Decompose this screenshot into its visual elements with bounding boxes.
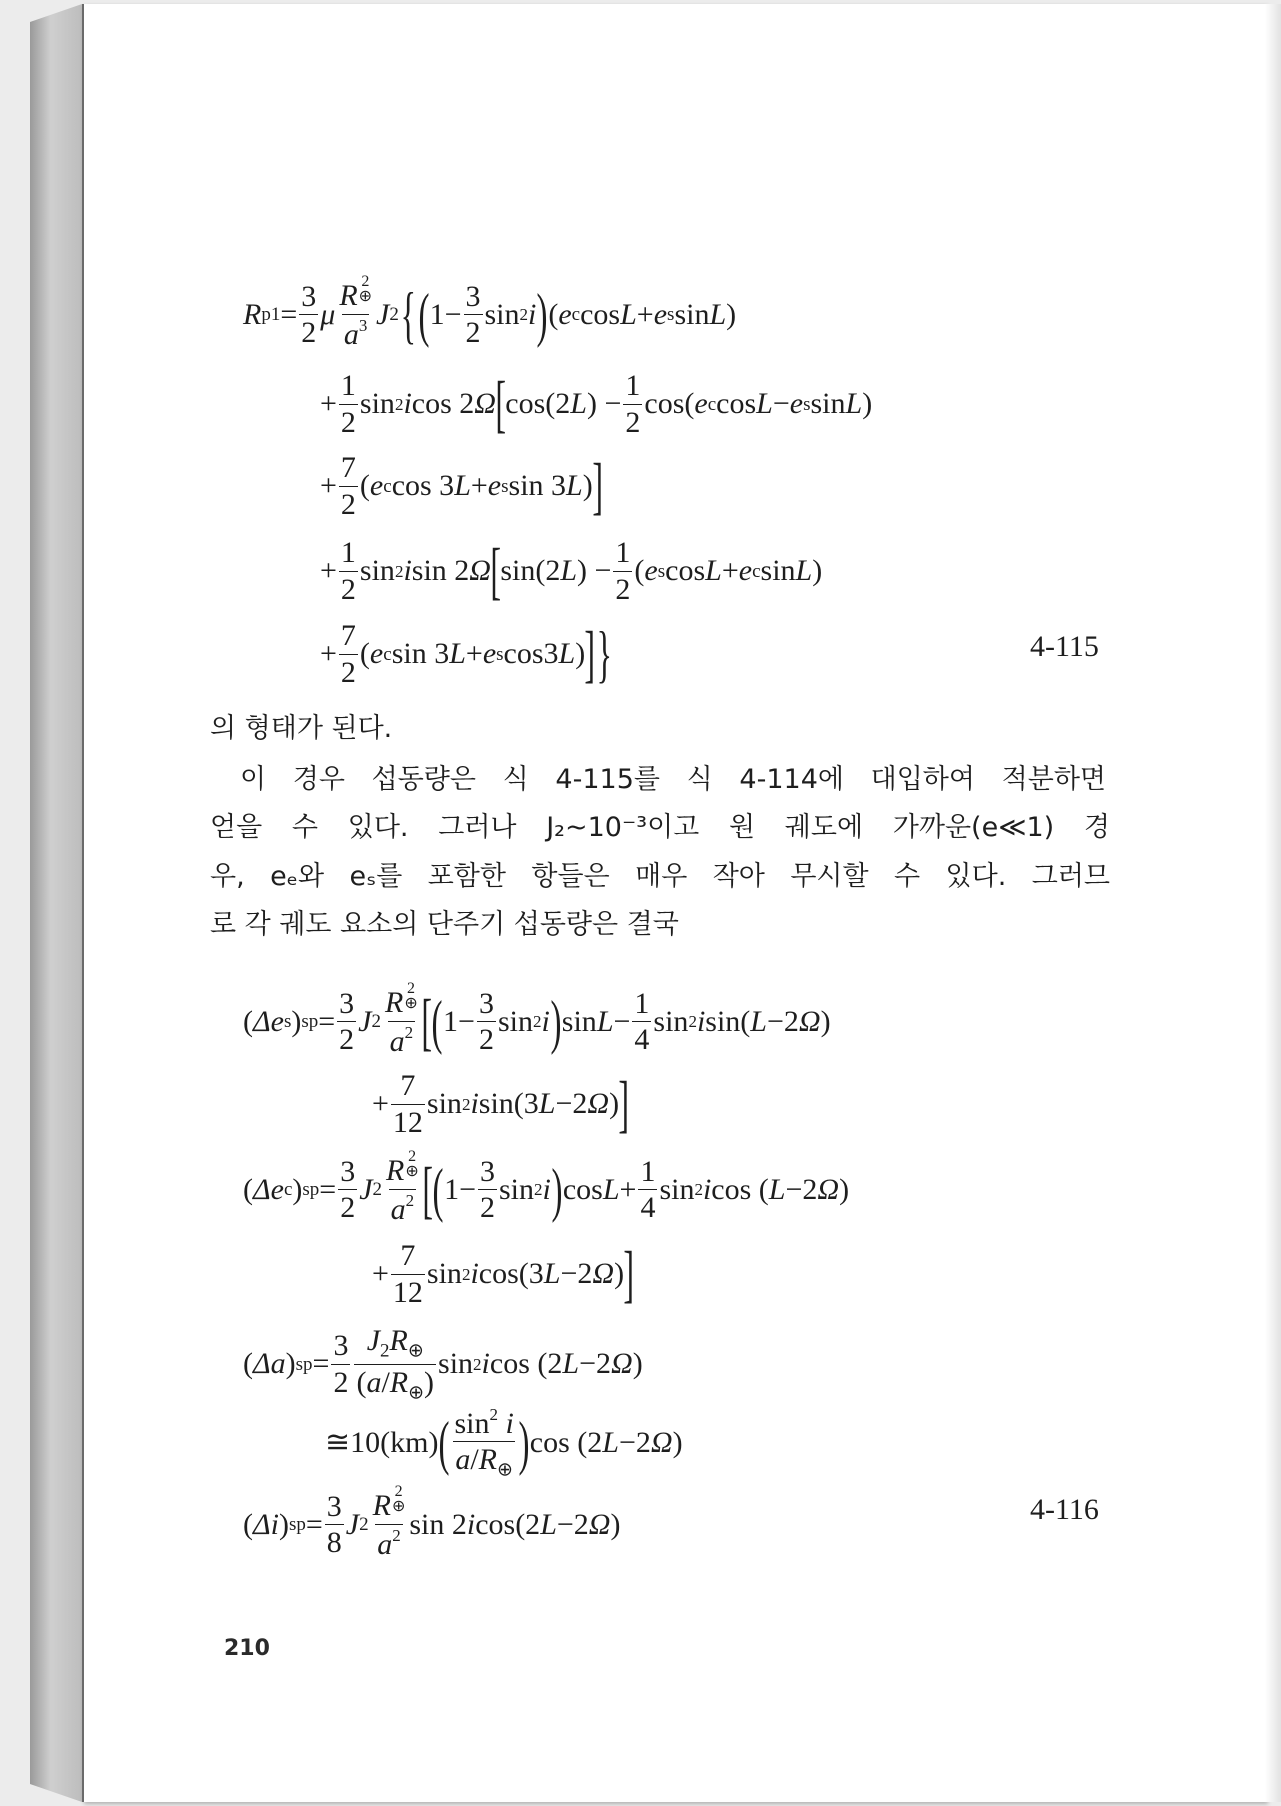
page-number: 210 — [224, 1636, 270, 1661]
eq-115-line-1: R p1 = $\frac{3}{2}$ μ R 2 ⊕ $a^3$ J 2 { ( 1− $\frac{3}{2}$ sin 2 i ) ( e c cos L + e s sin L ) — [243, 273, 737, 351]
paragraph-line: 우, eₑ와 eₛ를 포함한 항들은 매우 작아 무시할 수 있다. 그러므 — [210, 861, 1110, 892]
paragraph-line: 로 각 궤도 요소의 단주기 섭동량은 결국 — [210, 909, 679, 940]
eq-115-line-2: + $\frac{1}{2}$ sin 2 i cos 2 Ω [ cos(2 L ) − $\frac{1}{2}$ cos( e c cos L − e s sin L ) — [320, 368, 873, 439]
eq-116-delta-a: ( Δa ) sp = $\frac{3}{2}$ $\frac{J_2R_\oplus}{(a/R_\oplus)}$ sin 2 i cos (2 L −2 Ω ) — [243, 1324, 643, 1404]
eq-116-delta-i: ( Δi ) sp = $\frac{3}{8}$ J 2 R 2 ⊕ $a^2$ sin 2 i cos(2 L −2 Ω ) — [243, 1483, 621, 1561]
eq-116-delta-es-cont: + $\frac{7}{12}$ sin 2 i sin(3 L −2 Ω ) ] — [372, 1068, 630, 1139]
eq-115-line-4: + $\frac{1}{2}$ sin 2 i sin 2 Ω [ sin(2 L ) − $\frac{1}{2}$ ( e s cos L + e c sin L ) — [320, 535, 823, 606]
eq-116-delta-es: ( Δe s ) sp = $\frac{3}{2}$ J 2 R 2 ⊕ $a^2$ [ ( 1− $\frac{3}{2}$ sin 2 i ) sin L − $\frac{1}{4}$ sin 2 i sin( L −2 Ω ) — [243, 980, 831, 1058]
paragraph-text: 의 형태가 된다. — [210, 713, 393, 744]
book-spine — [30, 4, 82, 1802]
eq-116-delta-ec: ( Δe c ) sp = $\frac{3}{2}$ J 2 R 2 ⊕ $a^2$ [ ( 1− $\frac{3}{2}$ sin 2 i ) cos L + $\frac{1}{4}$ sin 2 i cos ( L −2 Ω ) — [243, 1148, 850, 1226]
paragraph-line: 얻을 수 있다. 그러나 J₂~10⁻³이고 원 궤도에 가까운(e≪1) 경 — [210, 812, 1110, 843]
equation-number: 4-115 — [1030, 630, 1099, 663]
equation-number: 4-116 — [1030, 1493, 1099, 1526]
eq-115-line-3: + $\frac{7}{2}$ ( e c cos 3 L + e s sin 3 L ) ] — [320, 450, 603, 521]
page-edge — [1265, 4, 1281, 1802]
paragraph-line: 이 경우 섭동량은 식 4-115를 식 4-114에 대입하여 적분하면 — [240, 764, 1106, 795]
eq-116-delta-ec-cont: + $\frac{7}{12}$ sin 2 i cos(3 L −2 Ω ) ] — [372, 1238, 635, 1309]
eq-115-line-5: + $\frac{7}{2}$ ( e c sin 3 L + e s cos3 L ) ] } — [320, 618, 612, 689]
eq-116-delta-a-approx: ≅10(km) ( $\frac{\sin^2 i}{a/R_\oplus}$ ) cos (2 L −2 Ω ) — [325, 1405, 683, 1481]
